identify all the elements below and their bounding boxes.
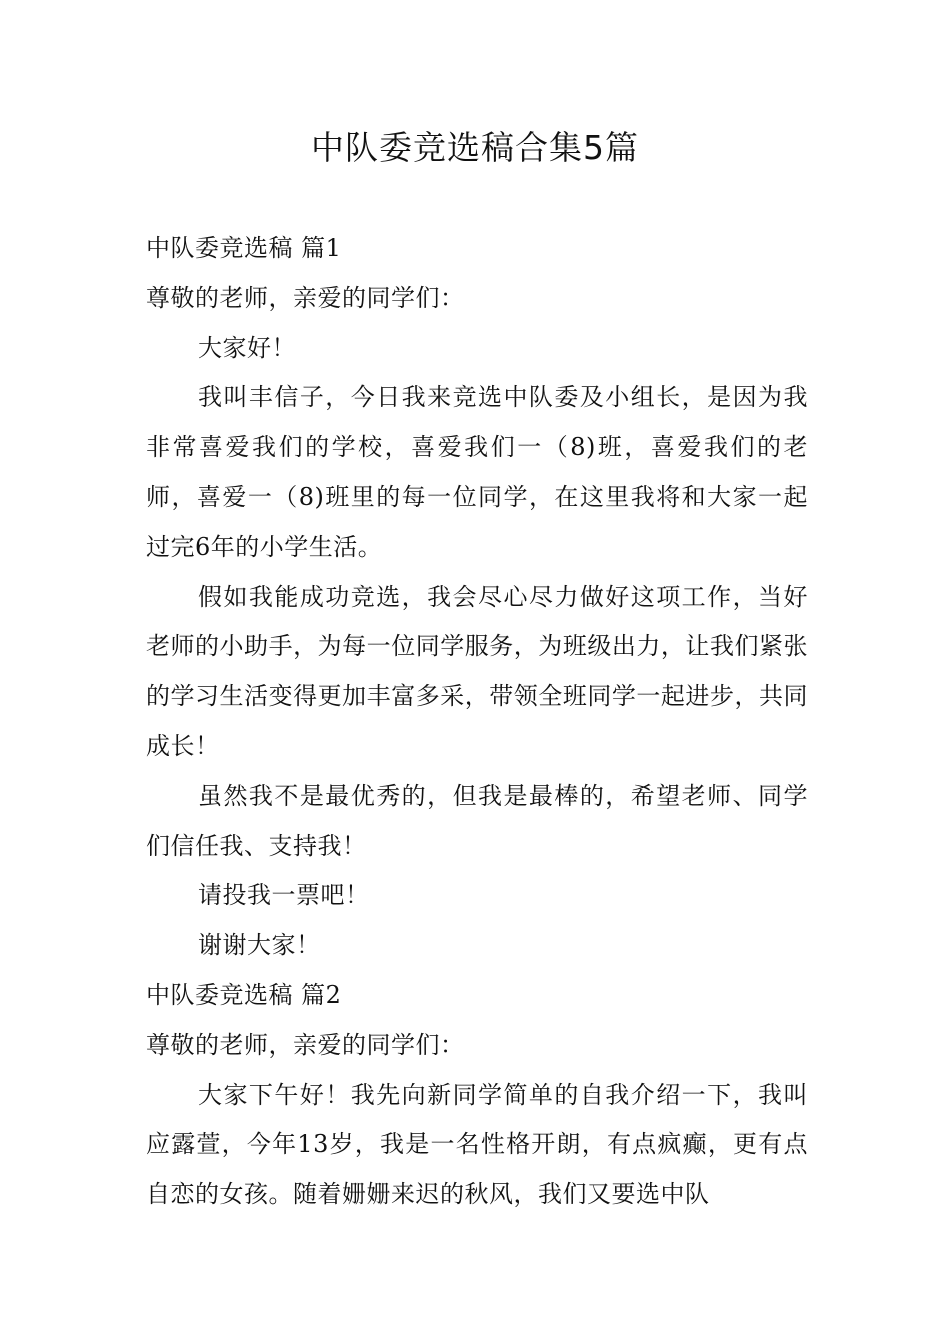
body-paragraph: 假如我能成功竞选，我会尽心尽力做好这项工作，当好老师的小助手，为每一位同学服务，为班级出力，让我们紧张的学习生活变得更加丰富多采，带领全班同学一起进步，共同成长！	[146, 582, 808, 760]
greeting-paragraph: 大家好！	[198, 333, 296, 362]
body-paragraph: 我叫丰信子，今日我来竞选中队委及小组长，是因为我非常喜爱我们的学校，喜爱我们一（8)班，喜爱我们的老师，喜爱一（8)班里的每一位同学，在这里我将和大家一起过完6年的小学生活。	[146, 383, 808, 561]
document-body	[146, 224, 808, 1220]
body-paragraph: 虽然我不是最优秀的，但我是最棒的，希望老师、同学们信任我、支持我！	[146, 781, 808, 860]
salutation: 尊敬的老师，亲爱的同学们：	[146, 1030, 465, 1059]
section-heading: 中队委竞选稿 篇2	[146, 980, 342, 1009]
section-heading: 中队委竞选稿 篇1	[146, 234, 342, 262]
salutation: 尊敬的老师，亲爱的同学们：	[146, 283, 465, 312]
closing-paragraph: 谢谢大家！	[198, 931, 321, 960]
body-paragraph: 请投我一票吧！	[198, 881, 370, 910]
body-paragraph: 大家下午好！我先向新同学简单的自我介绍一下，我叫应露萱，今年13岁，我是一名性格开朗，有点疯癫，更有点自恋的女孩。随着姗姗来迟的秋风，我们又要选中队	[146, 1080, 808, 1209]
document-title: 中队委竞选稿合集5篇	[311, 128, 639, 167]
